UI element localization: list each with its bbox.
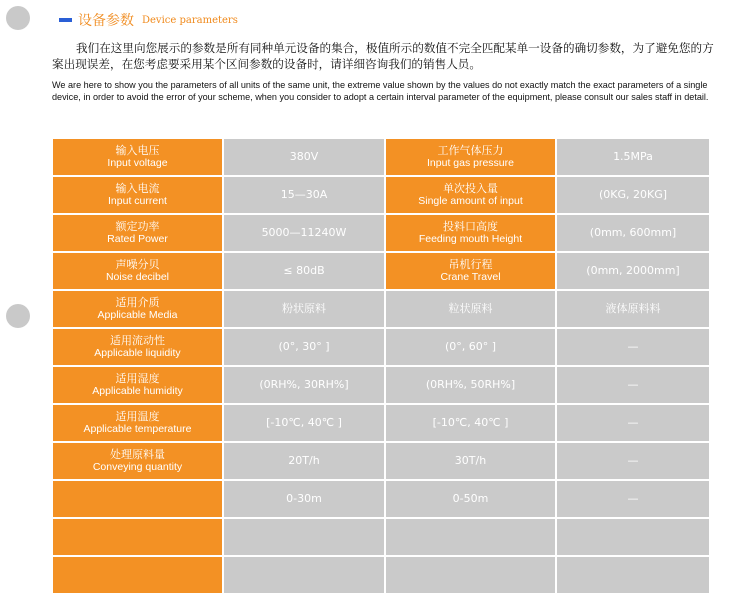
param-value: — <box>557 367 709 403</box>
table-row <box>53 481 709 517</box>
param-value: [-10℃, 40℃ ] <box>224 405 384 441</box>
param-label: 适用温度 Applicable temperature <box>53 405 222 441</box>
param-value: 0-50m <box>386 481 555 517</box>
intro-paragraph-en: We are here to show you the parameters of all units of the same unit, the extreme value shown by the values do not exactly match the exact parameters of a single device, in order to avoid the error of your scheme, when you consider to adopt a certain interval parameter of the equipment, please consult our sales staff in detail. <box>52 80 709 102</box>
param-label: 适用介质 Applicable Media <box>53 291 222 327</box>
param-label <box>53 519 222 555</box>
param-value: 30T/h <box>386 443 555 479</box>
table-row <box>53 405 709 441</box>
param-value: (0mm, 2000mm] <box>557 253 709 289</box>
table-row <box>53 329 709 365</box>
param-value: 15—30A <box>224 177 384 213</box>
param-value <box>386 519 555 555</box>
heading-bar-icon <box>59 18 72 22</box>
param-value <box>557 519 709 555</box>
param-value: 液体原料料 <box>557 291 709 327</box>
param-label: 适用湿度 Applicable humidity <box>53 367 222 403</box>
param-value: 5000—11240W <box>224 215 384 251</box>
table-row <box>53 215 709 251</box>
section-title-cn: 设备参数 <box>78 13 134 29</box>
param-value: 1.5MPa <box>557 139 709 175</box>
param-value: 粒状原料 <box>386 291 555 327</box>
param-value <box>224 557 384 593</box>
param-value: — <box>557 329 709 365</box>
intro-paragraph-cn: 我们在这里向您展示的参数是所有同种单元设备的集合，极值所示的数值不完全匹配某单一设备的确切参数，为了避免您的方案出现误差，在您考虑要采用某个区间参数的设备时，请详细咨询我们的销售人员。 <box>52 41 714 71</box>
param-value: (0KG, 20KG] <box>557 177 709 213</box>
param-label: 处理原料量 Conveying quantity <box>53 443 222 479</box>
param-value: ≤ 80dB <box>224 253 384 289</box>
table-row <box>53 557 709 593</box>
param-label: 额定功率 Rated Power <box>53 215 222 251</box>
param-label: 输入电压 Input voltage <box>53 139 222 175</box>
param-label: 适用流动性 Applicable liquidity <box>53 329 222 365</box>
param-value: (0°, 30° ] <box>224 329 384 365</box>
param-value <box>557 557 709 593</box>
param-label: 工作气体压力 Input gas pressure <box>386 139 555 175</box>
table-row <box>53 443 709 479</box>
table-row <box>53 177 709 213</box>
param-value: 0-30m <box>224 481 384 517</box>
param-value: — <box>557 481 709 517</box>
table-row <box>53 139 709 175</box>
param-label: 输入电流 Input current <box>53 177 222 213</box>
decorative-circle-middle <box>6 304 30 328</box>
param-label: 单次投入量 Single amount of input <box>386 177 555 213</box>
param-value: (0RH%, 50RH%] <box>386 367 555 403</box>
param-value: (0°, 60° ] <box>386 329 555 365</box>
param-value: 20T/h <box>224 443 384 479</box>
table-row <box>53 253 709 289</box>
param-label: 投料口高度 Feeding mouth Height <box>386 215 555 251</box>
param-value: [-10℃, 40℃ ] <box>386 405 555 441</box>
param-value: — <box>557 443 709 479</box>
param-label <box>53 481 222 517</box>
param-value: (0mm, 600mm] <box>557 215 709 251</box>
section-title-en: Device parameters <box>142 14 238 26</box>
decorative-circle-top <box>6 6 30 30</box>
param-label: 吊机行程 Crane Travel <box>386 253 555 289</box>
param-label: 声噪分贝 Noise decibel <box>53 253 222 289</box>
table-row <box>53 367 709 403</box>
table-row <box>53 291 709 327</box>
table-row <box>53 519 709 555</box>
section-heading <box>59 9 238 31</box>
param-value: (0RH%, 30RH%] <box>224 367 384 403</box>
param-value: — <box>557 405 709 441</box>
param-value: 粉状原料 <box>224 291 384 327</box>
param-label <box>53 557 222 593</box>
param-value: 380V <box>224 139 384 175</box>
param-value <box>386 557 555 593</box>
parameters-table <box>51 137 711 595</box>
param-value <box>224 519 384 555</box>
